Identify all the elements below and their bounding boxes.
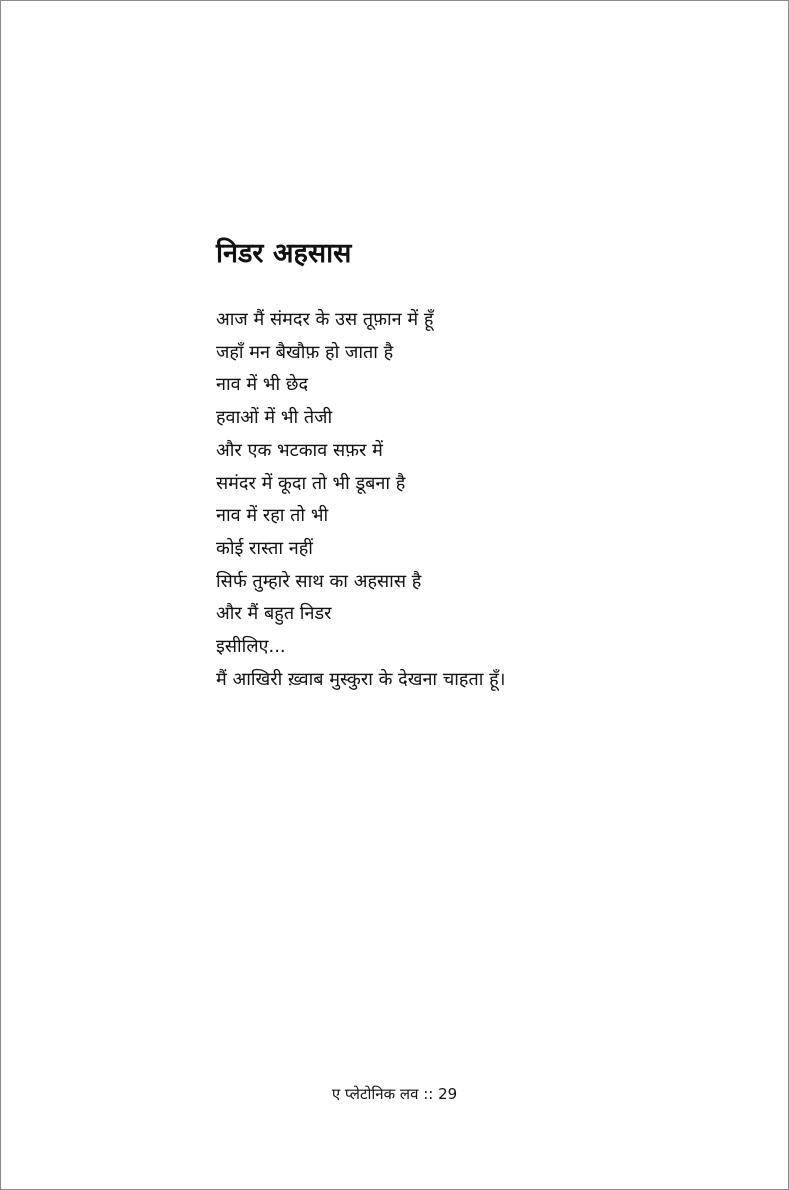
poem-line: सिर्फ तुम्हारे साथ का अहसास है	[216, 570, 422, 592]
poem-line: नाव में रहा तो भी	[216, 505, 329, 527]
poem-line: समंदर में कूदा तो भी डूबना है	[216, 472, 406, 494]
poem-line: हवाओं में भी तेजी	[216, 407, 333, 429]
poem-line: और एक भटकाव सफ़र में	[216, 439, 383, 461]
page-footer: ए प्लेटोनिक लव :: 29	[331, 1085, 458, 1103]
poem-line: कोई रास्ता नहीं	[216, 537, 313, 559]
poem-line: जहाँ मन बैखौफ़ हो जाता है	[216, 341, 394, 363]
poem-line: आज मैं संमदर के उस तूफ़ान में हूँ	[216, 309, 434, 330]
poem-line: नाव में भी छेद	[216, 374, 309, 396]
poem-body	[216, 304, 506, 696]
poem-line: और मैं बहुत निडर	[216, 603, 332, 625]
poem-line: इसीलिए...	[216, 636, 286, 658]
poem-title: निडर अहसास	[216, 238, 352, 269]
poem-line: मैं आखिरी ख़्वाब मुस्कुरा के देखना चाहता हूँ।	[216, 668, 506, 690]
